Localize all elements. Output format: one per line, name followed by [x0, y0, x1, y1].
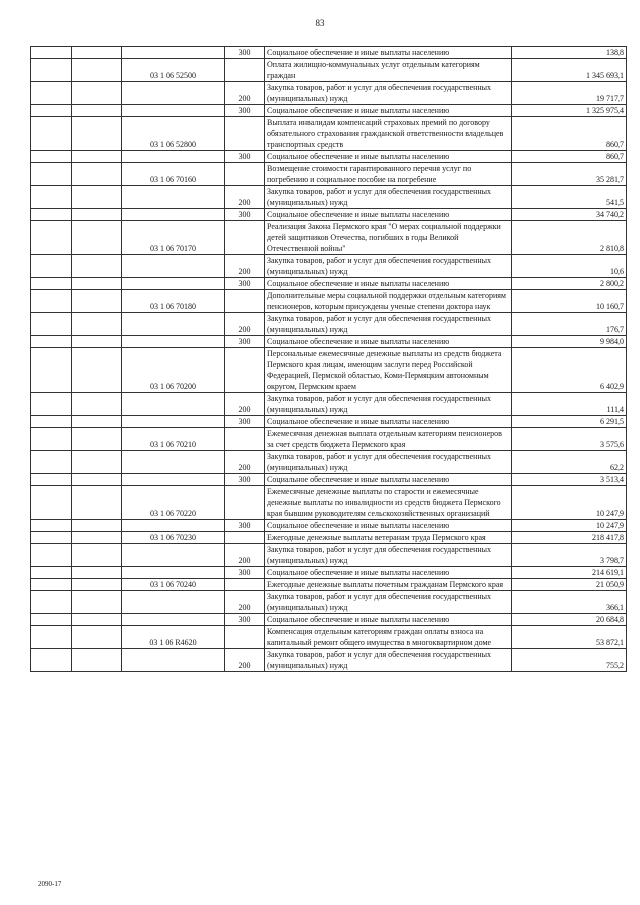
description-cell: Закупка товаров, работ и услуг для обеспечения государственных (муниципальных) нужд [265, 313, 512, 336]
blank-cell [72, 451, 122, 474]
blank-cell [72, 82, 122, 105]
code-cell [122, 416, 225, 428]
blank-cell [31, 278, 72, 290]
table-row [31, 278, 627, 290]
table-row [31, 221, 627, 255]
blank-cell [72, 614, 122, 626]
blank-cell [72, 209, 122, 221]
budget-table [30, 46, 627, 672]
blank-cell [31, 451, 72, 474]
blank-cell [72, 428, 122, 451]
code-cell: 03 1 06 70210 [122, 428, 225, 451]
table-row [31, 520, 627, 532]
table-row [31, 626, 627, 649]
blank-cell [31, 649, 72, 672]
description-cell: Закупка товаров, работ и услуг для обеспечения государственных (муниципальных) нужд [265, 393, 512, 416]
kind-cell [225, 117, 265, 151]
kind-cell [225, 221, 265, 255]
table-row [31, 544, 627, 567]
kind-cell: 300 [225, 105, 265, 117]
kind-cell [225, 348, 265, 393]
code-cell: 03 1 06 52800 [122, 117, 225, 151]
amount-cell: 541,5 [512, 186, 627, 209]
description-cell: Ежегодные денежные выплаты ветеранам труда Пермского края [265, 532, 512, 544]
description-cell: Возмещение стоимости гарантированного перечня услуг по погребению и социальное пособие на погребение [265, 163, 512, 186]
description-cell: Персональные ежемесячные денежные выплаты из средств бюджета Пермского края лицам, имеющим заслуги перед Российской Федерацией, Пермской областью, Коми-Пермяцким автономным округом, Пермским краем [265, 348, 512, 393]
kind-cell: 200 [225, 186, 265, 209]
blank-cell [72, 486, 122, 520]
table-row [31, 649, 627, 672]
description-cell: Социальное обеспечение и иные выплаты населению [265, 278, 512, 290]
blank-cell [72, 47, 122, 59]
table-row [31, 591, 627, 614]
blank-cell [72, 649, 122, 672]
blank-cell [72, 579, 122, 591]
blank-cell [72, 532, 122, 544]
blank-cell [31, 336, 72, 348]
amount-cell: 9 984,0 [512, 336, 627, 348]
table-row [31, 255, 627, 278]
blank-cell [72, 163, 122, 186]
amount-cell: 62,2 [512, 451, 627, 474]
kind-cell: 300 [225, 614, 265, 626]
code-cell [122, 105, 225, 117]
blank-cell [72, 591, 122, 614]
blank-cell [31, 416, 72, 428]
description-cell: Выплата инвалидам компенсаций страховых премий по договору обязательного страхования гражданской ответственности владельцев транспортных средств [265, 117, 512, 151]
amount-cell: 10 160,7 [512, 290, 627, 313]
amount-cell: 6 291,5 [512, 416, 627, 428]
blank-cell [31, 313, 72, 336]
amount-cell: 53 872,1 [512, 626, 627, 649]
code-cell [122, 649, 225, 672]
table-row [31, 59, 627, 82]
blank-cell [31, 614, 72, 626]
table-row [31, 393, 627, 416]
kind-cell [225, 532, 265, 544]
code-cell [122, 451, 225, 474]
table-row [31, 567, 627, 579]
description-cell: Оплата жилищно-коммунальных услуг отдельным категориям граждан [265, 59, 512, 82]
blank-cell [31, 428, 72, 451]
description-cell: Реализация Закона Пермского края "О мерах социальной поддержки детей защитников Отечества, погибших в годы Великой Отечественной войны" [265, 221, 512, 255]
blank-cell [72, 186, 122, 209]
description-cell: Социальное обеспечение и иные выплаты населению [265, 336, 512, 348]
footer-code: 2090-17 [38, 880, 62, 888]
blank-cell [72, 278, 122, 290]
code-cell [122, 82, 225, 105]
kind-cell: 200 [225, 393, 265, 416]
blank-cell [31, 255, 72, 278]
kind-cell [225, 59, 265, 82]
code-cell: 03 1 06 70240 [122, 579, 225, 591]
amount-cell: 214 619,1 [512, 567, 627, 579]
kind-cell: 200 [225, 255, 265, 278]
description-cell: Компенсация отдельным категориям граждан оплаты взноса на капитальный ремонт общего имущества в многоквартирном доме [265, 626, 512, 649]
description-cell: Дополнительные меры социальной поддержки отдельным категориям пенсионеров, которым присуждены ученые степени доктора наук [265, 290, 512, 313]
code-cell [122, 336, 225, 348]
amount-cell: 6 402,9 [512, 348, 627, 393]
description-cell: Социальное обеспечение и иные выплаты населению [265, 520, 512, 532]
amount-cell: 860,7 [512, 117, 627, 151]
blank-cell [31, 579, 72, 591]
code-cell [122, 151, 225, 163]
table-row [31, 474, 627, 486]
description-cell: Социальное обеспечение и иные выплаты населению [265, 416, 512, 428]
amount-cell: 19 717,7 [512, 82, 627, 105]
blank-cell [72, 416, 122, 428]
description-cell: Социальное обеспечение и иные выплаты населению [265, 105, 512, 117]
kind-cell: 200 [225, 313, 265, 336]
blank-cell [72, 105, 122, 117]
kind-cell: 200 [225, 649, 265, 672]
amount-cell: 35 281,7 [512, 163, 627, 186]
kind-cell: 300 [225, 474, 265, 486]
code-cell [122, 393, 225, 416]
amount-cell: 20 684,8 [512, 614, 627, 626]
blank-cell [72, 313, 122, 336]
blank-cell [72, 520, 122, 532]
code-cell [122, 186, 225, 209]
code-cell [122, 614, 225, 626]
kind-cell: 200 [225, 451, 265, 474]
blank-cell [72, 626, 122, 649]
amount-cell: 755,2 [512, 649, 627, 672]
description-cell: Закупка товаров, работ и услуг для обеспечения государственных (муниципальных) нужд [265, 544, 512, 567]
code-cell [122, 474, 225, 486]
table-row [31, 486, 627, 520]
table-row [31, 614, 627, 626]
description-cell: Закупка товаров, работ и услуг для обеспечения государственных (муниципальных) нужд [265, 255, 512, 278]
blank-cell [31, 105, 72, 117]
description-cell: Социальное обеспечение и иные выплаты населению [265, 47, 512, 59]
page-number: 83 [315, 18, 325, 28]
table-row [31, 151, 627, 163]
blank-cell [31, 82, 72, 105]
kind-cell: 300 [225, 520, 265, 532]
blank-cell [31, 474, 72, 486]
code-cell: 03 1 06 70220 [122, 486, 225, 520]
table-row [31, 186, 627, 209]
code-cell [122, 47, 225, 59]
amount-cell: 10 247,9 [512, 486, 627, 520]
blank-cell [31, 221, 72, 255]
kind-cell [225, 163, 265, 186]
kind-cell: 300 [225, 278, 265, 290]
kind-cell: 300 [225, 209, 265, 221]
table-row [31, 348, 627, 393]
amount-cell: 34 740,2 [512, 209, 627, 221]
description-cell: Закупка товаров, работ и услуг для обеспечения государственных (муниципальных) нужд [265, 649, 512, 672]
description-cell: Закупка товаров, работ и услуг для обеспечения государственных (муниципальных) нужд [265, 82, 512, 105]
blank-cell [72, 393, 122, 416]
kind-cell: 300 [225, 336, 265, 348]
kind-cell: 300 [225, 567, 265, 579]
kind-cell [225, 428, 265, 451]
table-row [31, 47, 627, 59]
amount-cell: 10,6 [512, 255, 627, 278]
description-cell: Социальное обеспечение и иные выплаты населению [265, 614, 512, 626]
description-cell: Закупка товаров, работ и услуг для обеспечения государственных (муниципальных) нужд [265, 186, 512, 209]
amount-cell: 3 575,6 [512, 428, 627, 451]
table-row [31, 336, 627, 348]
blank-cell [72, 348, 122, 393]
table-row [31, 82, 627, 105]
blank-cell [31, 47, 72, 59]
amount-cell: 21 050,9 [512, 579, 627, 591]
code-cell: 03 1 06 52500 [122, 59, 225, 82]
description-cell: Социальное обеспечение и иные выплаты населению [265, 474, 512, 486]
code-cell: 03 1 06 70180 [122, 290, 225, 313]
code-cell: 03 1 06 70230 [122, 532, 225, 544]
kind-cell [225, 579, 265, 591]
blank-cell [31, 486, 72, 520]
amount-cell: 860,7 [512, 151, 627, 163]
table-row [31, 313, 627, 336]
kind-cell: 200 [225, 591, 265, 614]
table-row [31, 428, 627, 451]
code-cell [122, 209, 225, 221]
blank-cell [72, 544, 122, 567]
code-cell: 03 1 06 70170 [122, 221, 225, 255]
code-cell [122, 255, 225, 278]
code-cell [122, 313, 225, 336]
table-row [31, 416, 627, 428]
code-cell: 03 1 06 70200 [122, 348, 225, 393]
blank-cell [72, 255, 122, 278]
blank-cell [31, 163, 72, 186]
kind-cell: 300 [225, 151, 265, 163]
kind-cell: 200 [225, 544, 265, 567]
code-cell [122, 544, 225, 567]
blank-cell [31, 209, 72, 221]
blank-cell [72, 59, 122, 82]
blank-cell [31, 59, 72, 82]
kind-cell: 200 [225, 82, 265, 105]
amount-cell: 2 800,2 [512, 278, 627, 290]
description-cell: Закупка товаров, работ и услуг для обеспечения государственных (муниципальных) нужд [265, 591, 512, 614]
code-cell [122, 520, 225, 532]
table-row [31, 117, 627, 151]
amount-cell: 366,1 [512, 591, 627, 614]
amount-cell: 111,4 [512, 393, 627, 416]
table-row [31, 209, 627, 221]
table-row [31, 579, 627, 591]
blank-cell [31, 567, 72, 579]
blank-cell [31, 544, 72, 567]
code-cell: 03 1 06 R4620 [122, 626, 225, 649]
blank-cell [72, 567, 122, 579]
kind-cell: 300 [225, 416, 265, 428]
code-cell [122, 278, 225, 290]
blank-cell [31, 520, 72, 532]
amount-cell: 1 325 975,4 [512, 105, 627, 117]
blank-cell [31, 393, 72, 416]
amount-cell: 176,7 [512, 313, 627, 336]
kind-cell [225, 486, 265, 520]
table-body [31, 47, 627, 672]
amount-cell: 2 810,8 [512, 221, 627, 255]
table-row [31, 451, 627, 474]
kind-cell [225, 290, 265, 313]
amount-cell: 218 417,8 [512, 532, 627, 544]
amount-cell: 1 345 693,1 [512, 59, 627, 82]
code-cell: 03 1 06 70160 [122, 163, 225, 186]
description-cell: Ежемесячная денежная выплата отдельным категориям пенсионеров за счет средств бюджета Пермского края [265, 428, 512, 451]
table-row [31, 105, 627, 117]
amount-cell: 10 247,9 [512, 520, 627, 532]
blank-cell [31, 532, 72, 544]
blank-cell [31, 151, 72, 163]
blank-cell [72, 221, 122, 255]
blank-cell [31, 186, 72, 209]
amount-cell: 3 798,7 [512, 544, 627, 567]
table-row [31, 163, 627, 186]
description-cell: Ежегодные денежные выплаты почетным гражданам Пермского края [265, 579, 512, 591]
blank-cell [72, 117, 122, 151]
blank-cell [72, 474, 122, 486]
blank-cell [72, 336, 122, 348]
code-cell [122, 567, 225, 579]
blank-cell [31, 117, 72, 151]
blank-cell [72, 151, 122, 163]
blank-cell [31, 290, 72, 313]
code-cell [122, 591, 225, 614]
description-cell: Социальное обеспечение и иные выплаты населению [265, 567, 512, 579]
table-row [31, 290, 627, 313]
description-cell: Социальное обеспечение и иные выплаты населению [265, 151, 512, 163]
blank-cell [31, 348, 72, 393]
blank-cell [72, 290, 122, 313]
amount-cell: 138,8 [512, 47, 627, 59]
table-row [31, 532, 627, 544]
blank-cell [31, 591, 72, 614]
description-cell: Социальное обеспечение и иные выплаты населению [265, 209, 512, 221]
kind-cell [225, 626, 265, 649]
description-cell: Ежемесячные денежные выплаты по старости и ежемесячные денежные выплаты по инвалидности из средств бюджета Пермского края бывшим руководителям сельскохозяйственных организаций [265, 486, 512, 520]
kind-cell: 300 [225, 47, 265, 59]
blank-cell [31, 626, 72, 649]
description-cell: Закупка товаров, работ и услуг для обеспечения государственных (муниципальных) нужд [265, 451, 512, 474]
amount-cell: 3 513,4 [512, 474, 627, 486]
